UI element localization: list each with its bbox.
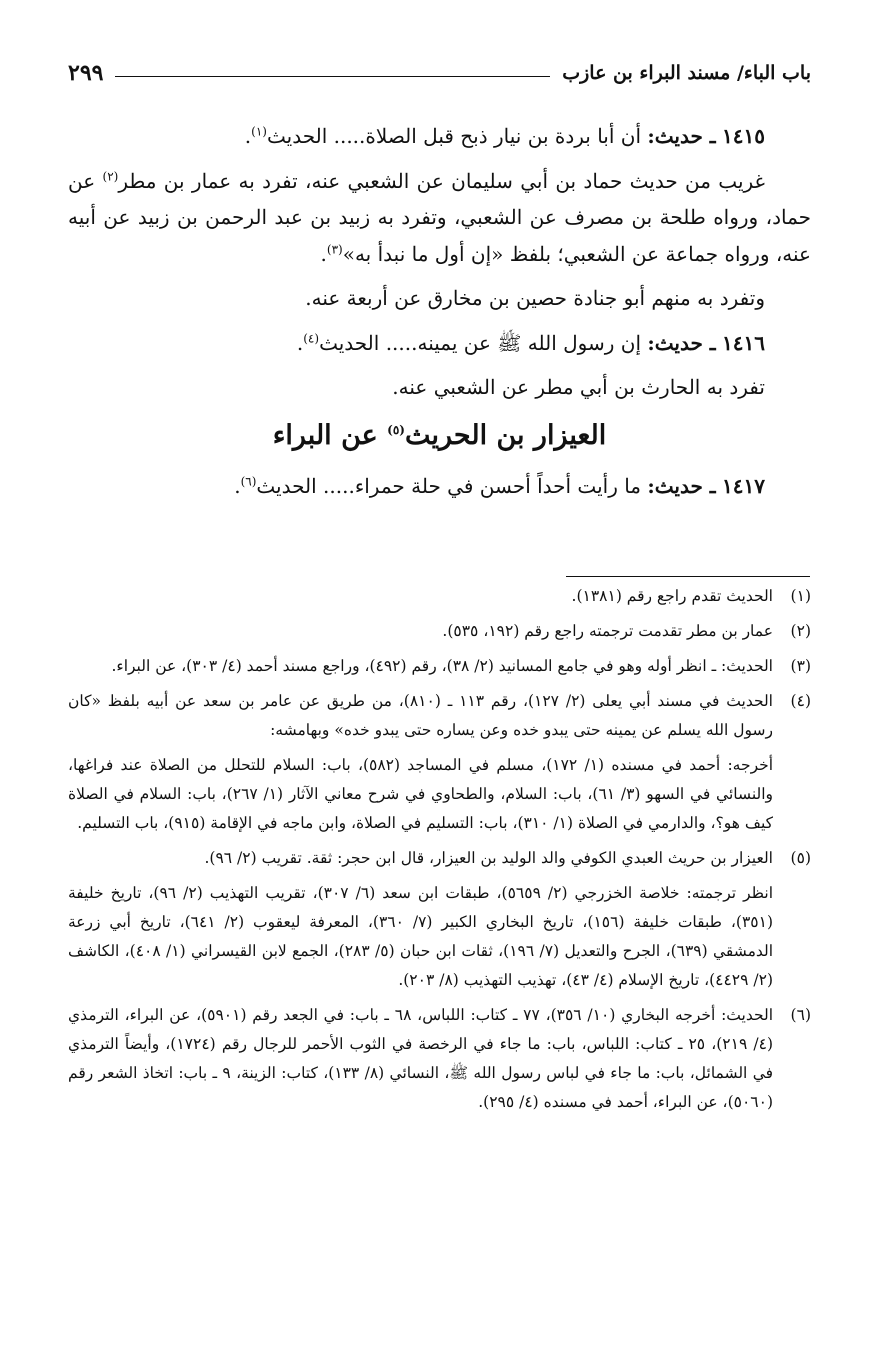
hadith-number: ١٤١٦ <box>722 330 765 355</box>
paragraph-commentary-3: تفرد به الحارث بن أبي مطر عن الشعبي عنه. <box>392 375 765 399</box>
footnote-ref[interactable]: (٤) <box>303 330 320 345</box>
footnote-ref[interactable]: (٣) <box>326 241 343 256</box>
hadith-text: أن أبا بردة بن نيار ذبح قبل الصلاة <box>365 124 642 148</box>
footnote-2 <box>68 617 811 646</box>
footnote-number: (٥) <box>790 849 811 867</box>
hadith-end: الحديث <box>256 473 317 498</box>
footnote-ref[interactable]: (٦) <box>240 473 257 488</box>
footnote-number: (٢) <box>790 622 811 640</box>
footnote-text: الحديث تقدم راجع رقم (١٣٨١). <box>571 587 773 605</box>
footnote-text-sources: انظر ترجمته: خلاصة الخزرجي (٢/ ٥٦٥٩)، طبقات ابن سعد (٦/ ٣٠٧)، تقريب التهذيب (٢/ ٩٦)، تاريخ خليفة (٣٥١)، طبقات خليفة (١٥٦)، تاريخ البخاري الكبير (٧/ ٣٦٠)، المعرفة ليعقوب (٢/ ٦٤١)، تاريخ أبي زرعة الدمشقي (٦٣٩)، الجرح والتعديل (٧/ ١٩٦)، ثقات ابن حبان (٥/ ٢٨٣)، الجمع لابن القيسراني (١/ ٤٠٨)، الكاشف (٢/ ٤٤٢٩)، تاريخ الإسلام (٤/ ٤٣)، تهذيب التهذيب (٨/ ٢٠٣). <box>68 884 774 989</box>
main-text <box>68 118 811 512</box>
commentary-text-a: غريب من حديث حماد بن أبي سليمان عن الشعبي عنه، تفرد به عمار بن مطر <box>118 168 766 193</box>
footnote-ref[interactable]: (٢) <box>102 168 119 183</box>
section-heading <box>68 414 811 458</box>
footnote-text: الحديث: أخرجه البخاري (١٠/ ٣٥٦)، ٧٧ ـ كتاب: اللباس، ٦٨ ـ باب: في الجعد رقم (٥٩٠١)، عن البراء، الترمذي (٤/ ٢١٩)، ٢٥ ـ كتاب: اللباس، باب: ما جاء في الرخصة في الثوب الأحمر للرجال رقم (١٧٢٤)، وأيضاً الترمذي في الشمائل، باب: ما جاء في لباس رسول الله ﷺ، النسائي (٨/ ١٣٣)، كتاب: الزينة، ٩ ـ باب: اتخاذ الشعر رقم (٥٠٦٠)، عن البراء، أحمد في مسنده (٤/ ٢٩٥). <box>68 1006 774 1111</box>
footnotes <box>68 582 811 1123</box>
footnote-number: (١) <box>790 587 811 605</box>
hadith-keyword: ـ حديث: <box>647 473 716 498</box>
hadith-keyword: ـ حديث: <box>647 330 716 355</box>
paragraph-commentary-2: وتفرد به منهم أبو جنادة حصين بن مخارق عن أربعة عنه. <box>305 286 765 310</box>
footnote-body <box>68 687 773 838</box>
footnote-5 <box>68 844 811 995</box>
ellipsis: ..... <box>323 473 355 498</box>
footnote-1 <box>68 582 811 611</box>
hadith-text: ما رأيت أحداً أحسن في حلة حمراء <box>354 473 642 498</box>
footnote-number: (٦) <box>790 1006 811 1024</box>
section-heading-a: العيزار بن الحريث <box>404 419 607 451</box>
hadith-1416: ١٤١٦ ـ حديث: إن رسول الله ﷺ عن يمينه..... الحديث$^{(٤)}$. <box>296 330 765 355</box>
footnote-text: الحديث: ـ انظر أوله وهو في جامع المسانيد (٢/ ٣٨)، رقم (٤٩٢)، وراجع مسند أحمد (٤/ ٣٠٣)، عن البراء. <box>111 657 773 675</box>
chapter-title: باب الباء/ مسند البراء بن عازب <box>562 62 811 84</box>
hadith-1415: ١٤١٥ ـ حديث: أن أبا بردة بن نيار ذبح قبل الصلاة..... الحديث$^{(١)}$. <box>244 124 765 148</box>
running-header <box>68 56 811 90</box>
hadith-text: إن رسول الله ﷺ عن يمينه <box>417 330 642 355</box>
footnote-4 <box>68 687 811 838</box>
hadith-keyword: ـ حديث: <box>647 124 716 148</box>
footnote-6 <box>68 1001 811 1117</box>
footnote-number: (٣) <box>790 657 811 675</box>
ellipsis: ..... <box>385 330 418 355</box>
footnote-text: العيزار بن حريث العبدي الكوفي والد الوليد بن العيزار، قال ابن حجر: ثقة. تقريب (٢/ ٩٦). <box>204 849 773 867</box>
footnote-ref[interactable]: (٥) <box>387 422 405 437</box>
section-heading-b: عن البراء <box>272 419 378 451</box>
footnote-body <box>68 844 773 995</box>
header-rule <box>115 76 550 77</box>
ellipsis: ..... <box>333 124 366 148</box>
commentary-text-b: عن حماد، ورواه طلحة بن مصرف عن الشعبي، وتفرد به زبيد بن عبد الرحمن بن زبيد عن أبيه عنه، ورواه جماعة عن الشعبي؛ بلفظ «إن أول ما نبدأ به» <box>68 168 811 266</box>
paragraph-commentary-1: غريب من حديث حماد بن أبي سليمان عن الشعبي عنه، تفرد به عمار بن مطر$^{(٢)}$ عن حماد، ورواه طلحة بن مصرف عن الشعبي، وتفرد به زبيد بن عبد الرحمن بن زبيد عن أبيه عنه، ورواه جماعة عن الشعبي؛ بلفظ «إن أول ما نبدأ به»$^{(٣)}$. <box>68 168 811 266</box>
footnote-text: عمار بن مطر تقدمت ترجمته راجع رقم (١٩٢، ٥٣٥). <box>442 622 773 640</box>
hadith-number: ١٤١٧ <box>722 473 765 498</box>
hadith-end: الحديث <box>266 124 328 148</box>
hadith-number: ١٤١٥ <box>722 124 765 148</box>
hadith-1417: ١٤١٧ ـ حديث: ما رأيت أحداً أحسن في حلة حمراء..... الحديث$^{(٦)}$. <box>234 473 765 498</box>
footnote-separator <box>566 576 810 577</box>
hadith-end: الحديث <box>319 330 380 355</box>
footnote-number: (٤) <box>790 692 811 710</box>
page-number: ٢٩٩ <box>68 60 104 86</box>
footnote-text-margin: أخرجه: أحمد في مسنده (١/ ١٧٢)، مسلم في المساجد (٥٨٢)، باب: السلام للتحلل من الصلاة عند فراغها، والنسائي في السهو (٣/ ٦١)، باب: السلام، والطحاوي في شرح معاني الآثار (١/ ٢٦٧)، باب: السلام في الصلاة كيف هو؟، والدارمي في الصلاة (١/ ٣١٠)، باب: التسليم في الصلاة، وابن ماجه في الإقامة (٩١٥)، باب التسليم. <box>68 756 774 832</box>
footnote-ref[interactable]: (١) <box>251 124 267 139</box>
footnote-3 <box>68 652 811 681</box>
footnote-text: الحديث في مسند أبي يعلى (٢/ ١٢٧)، رقم ١١٣ ـ (٨١٠)، من طريق عن عامر بن سعد عن أبيه بلفظ «كان رسول الله يسلم عن يمينه حتى يبدو خده وعن يساره حتى يبدو خده» وبهامشه: <box>68 692 773 739</box>
